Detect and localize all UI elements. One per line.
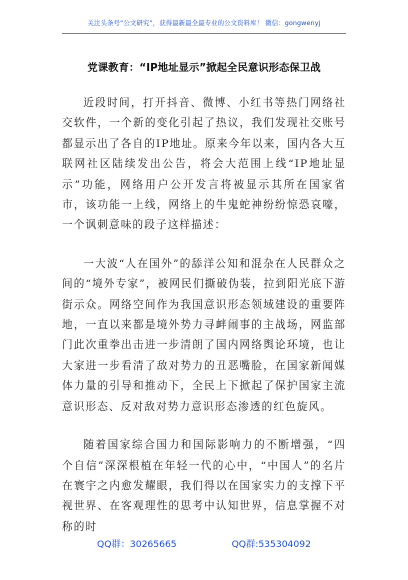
paragraph-3: 随着国家综合国力和国际影响力的不断增强，“四个自信”深深根植在年轻一代的心中，“中国人”的名片在寰宇之内愈发耀眼，我们得以在国家实力的支撑下平视世界、在客观理性的思考中认知世界，信息掌握不对称的时 bbox=[62, 439, 346, 533]
footer-qq-group-2: QQ群:535304092 bbox=[231, 539, 311, 550]
paragraph-2: 一大波“人在国外”的舔洋公知和混杂在人民群众之间的“境外专家”，被网民们撕破伪装，拉到阳光底下游街示众。网络空间作为我国意识形态领域建设的重要阵地，一直以来都是境外势力寻衅闹事的主战场，网监部门此次重拳出击进一步清朗了国内网络舆论环境，也让大家进一步看清了敌对势力的丑恶嘴脸，在国家新闻媒体力量的引导和推动下，全民上下掀起了保护国家主流意识形态、反对敌对势力意识形态渗透的红色旋风。 bbox=[62, 257, 346, 413]
footer-qq-group-1: QQ群：30265665 bbox=[97, 539, 177, 550]
document-body bbox=[62, 62, 346, 555]
paragraph-1: 近段时间，打开抖音、微博、小红书等热门网络社交软件，一个新的变化引起了热议，我们发现社交账号都显示出了各自的IP地址。原来今年以来，国内各大互联网社区陆续发出公告，将会大范围上线“IP地址显示”功能，网络用户公开发言将被显示其所在国家省市，该功能一上线，网络上的牛鬼蛇神纷纷惊恐哀嚎，一个讽刺意味的段子这样描述： bbox=[62, 97, 346, 232]
footer-contact bbox=[0, 536, 408, 550]
header-divider bbox=[62, 33, 346, 34]
document-title: 党课教育：“IP地址显示”掀起全民意识形态保卫战 bbox=[87, 62, 321, 74]
header-promo-note: 关注头条号“公文研究”，获得最新最全最专业的公文资料库！ 微信：gongwenyj bbox=[87, 19, 321, 27]
